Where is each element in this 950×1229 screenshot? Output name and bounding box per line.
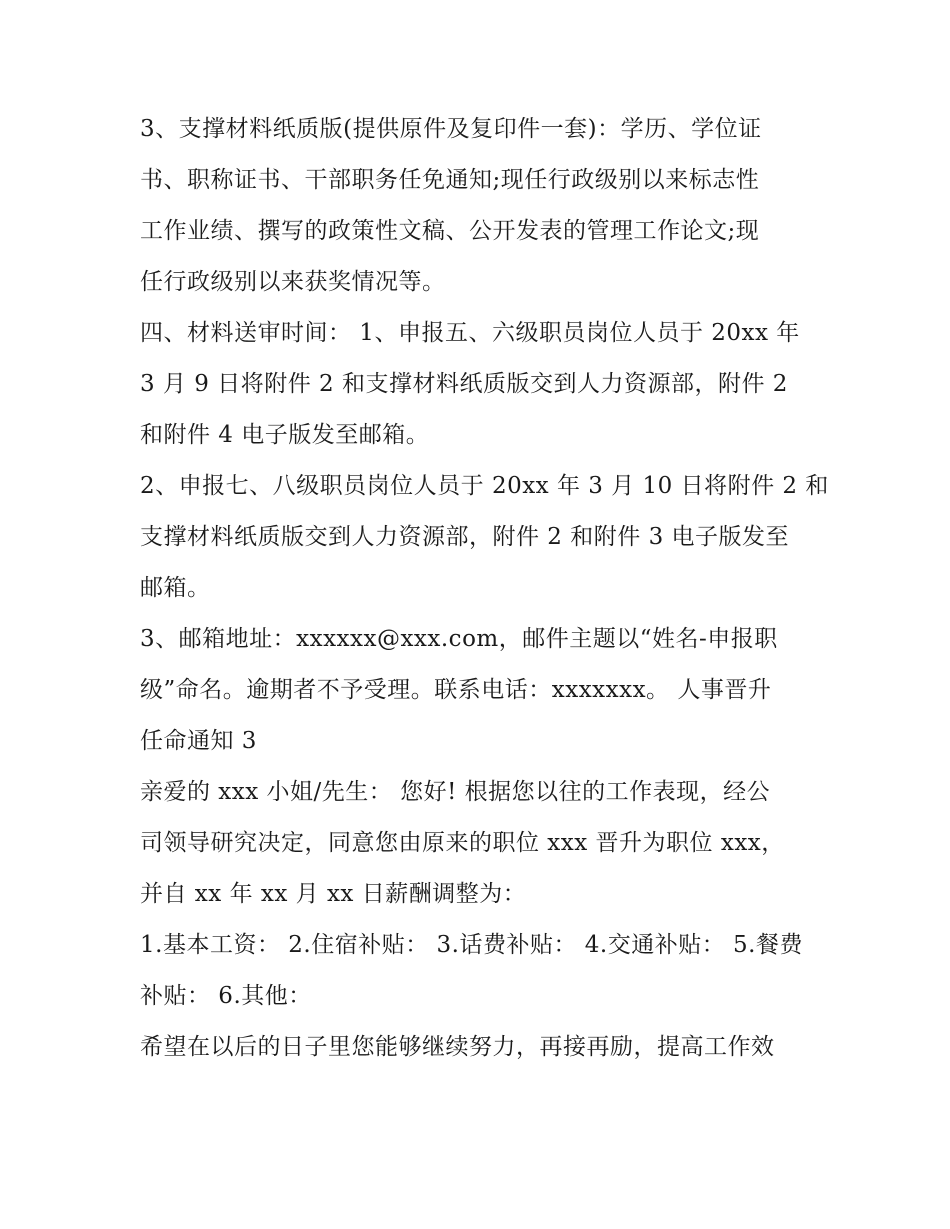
- text-line: 2、申报七、八级职员岗位人员于 20xx 年 3 月 10 日将附件 2 和: [140, 473, 829, 499]
- text-line: 并自 xx 年 xx 月 xx 日薪酬调整为：: [140, 881, 527, 907]
- text-line: 级”命名。逾期者不予受理。联系电话：xxxxxxx。 人事晋升: [140, 677, 772, 703]
- text-line: 任行政级别以来获奖情况等。: [140, 269, 446, 295]
- text-line: 3 月 9 日将附件 2 和支撑材料纸质版交到人力资源部，附件 2: [140, 371, 788, 397]
- text-line: 3、邮箱地址：xxxxxx@xxx.com，邮件主题以“姓名-申报职: [140, 626, 778, 652]
- document-body: [140, 104, 829, 1073]
- text-line: 3、支撑材料纸质版(提供原件及复印件一套)：学历、学位证: [140, 116, 762, 142]
- text-line: 希望在以后的日子里您能够继续努力，再接再励，提高工作效: [140, 1034, 775, 1060]
- text-line: 支撑材料纸质版交到人力资源部，附件 2 和附件 3 电子版发至: [140, 524, 790, 550]
- text-line: 亲爱的 xxx 小姐/先生： 您好! 根据您以往的工作表现，经公: [140, 779, 771, 805]
- text-line: 工作业绩、撰写的政策性文稿、公开发表的管理工作论文;现: [140, 218, 760, 244]
- text-line: 书、职称证书、干部职务任免通知;现任行政级别以来标志性: [140, 167, 760, 193]
- text-line: 任命通知 3: [140, 728, 257, 754]
- text-line: 邮箱。: [140, 575, 211, 601]
- text-line: 1.基本工资： 2.住宿补贴： 3.话费补贴： 4.交通补贴： 5.餐费: [140, 932, 803, 958]
- text-line: 和附件 4 电子版发至邮箱。: [140, 422, 430, 448]
- text-line: 四、材料送审时间： 1、申报五、六级职员岗位人员于 20xx 年: [140, 320, 800, 346]
- text-line: 司领导研究决定，同意您由原来的职位 xxx 晋升为职位 xxx，: [140, 830, 785, 856]
- text-line: 补贴： 6.其他：: [140, 983, 312, 1009]
